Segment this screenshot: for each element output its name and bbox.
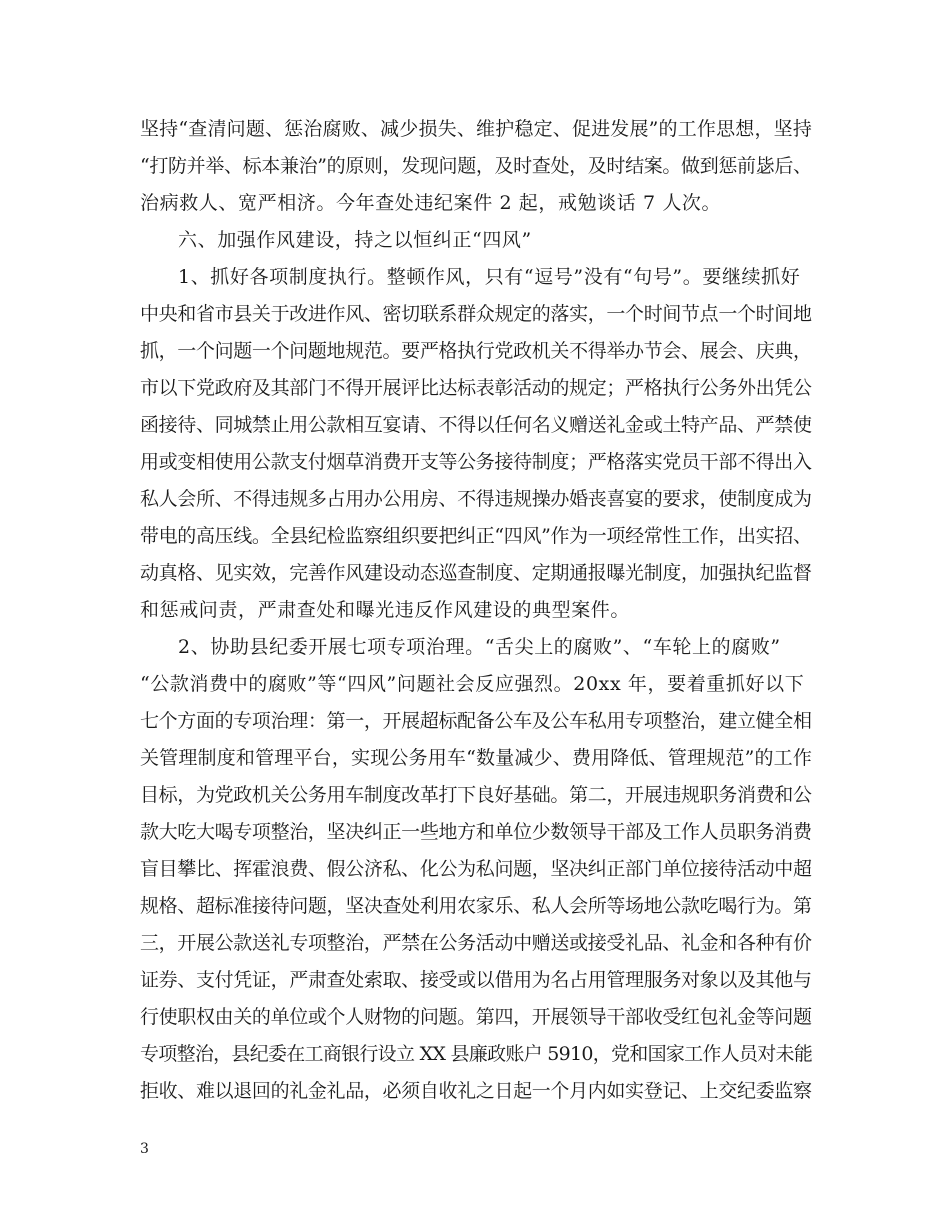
text-line: 1、抓好各项制度执行。整顿作风，只有“逗号”没有“句号”。要继续抓好 — [178, 266, 801, 288]
text-line: 七个方面的专项治理：第一，开展超标配备公车及公车私用专项整治，建立健全相 — [140, 710, 812, 732]
text-line: 盲目攀比、挥霍浪费、假公济私、化公为私问题，坚决纠正部门单位接待活动中超 — [140, 858, 812, 880]
text-line: 私人会所、不得违规多占用办公用房、不得违规操办婚丧喜宴的要求，使制度成为 — [140, 488, 812, 510]
section-heading: 六、加强作风建设，持之以恒纠正“四风” — [178, 229, 532, 251]
text-line: 中央和省市县关于改进作风、密切联系群众规定的落实，一个时间节点一个时间地 — [140, 303, 812, 325]
text-line: 函接待、同城禁止用公款相互宴请、不得以任何名义赠送礼金或土特产品、严禁使 — [140, 414, 812, 436]
text-line: 目标，为党政机关公务用车制度改革打下良好基础。第二，开展违规职务消费和公 — [140, 784, 812, 806]
text-line: “公款消费中的腐败”等“四风”问题社会反应强烈。20xx 年，要着重抓好以下 — [140, 673, 805, 695]
text-line: 坚持“查清问题、惩治腐败、减少损失、维护稳定、促进发展”的工作思想，坚持 — [140, 118, 813, 140]
text-line: 关管理制度和管理平台，实现公务用车“数量减少、费用降低、管理规范”的工作 — [140, 747, 813, 769]
text-line: 治病救人、宽严相济。今年查处违纪案件 2 起，戒勉谈话 7 人次。 — [140, 192, 722, 214]
text-line: 动真格、见实效，完善作风建设动态巡查制度、定期通报曝光制度，加强执纪监督 — [140, 562, 812, 584]
text-line: 行使职权由关的单位或个人财物的问题。第四，开展领导干部收受红包礼金等问题 — [140, 1006, 812, 1028]
text-line: 款大吃大喝专项整治，坚决纠正一些地方和单位少数领导干部及工作人员职务消费 — [140, 821, 812, 843]
text-line: “打防并举、标本兼治”的原则，发现问题，及时查处，及时结案。做到惩前毖后、 — [140, 155, 812, 177]
text-line: 规格、超标准接待问题，坚决查处利用农家乐、私人会所等场地公款吃喝行为。第 — [140, 895, 812, 917]
text-line: 抓，一个问题一个问题地规范。要严格执行党政机关不得举办节会、展会、庆典， — [140, 340, 812, 362]
text-line: 三，开展公款送礼专项整治，严禁在公务活动中赠送或接受礼品、礼金和各种有价 — [140, 932, 812, 954]
text-line: 和惩戒问责，严肃查处和曝光违反作风建设的典型案件。 — [140, 599, 631, 621]
text-line: 专项整治，县纪委在工商银行设立 XX 县廉政账户 5910，党和国家工作人员对未能 — [140, 1043, 813, 1065]
text-line: 拒收、难以退回的礼金礼品，必须自收礼之日起一个月内如实登记、上交纪委监察 — [140, 1080, 812, 1102]
text-line: 2、协助县纪委开展七项专项治理。“舌尖上的腐败”、“车轮上的腐败” — [178, 636, 781, 658]
text-line: 证券、支付凭证，严肃查处索取、接受或以借用为名占用管理服务对象以及其他与 — [140, 969, 812, 991]
text-line: 带电的高压线。全县纪检监察组织要把纠正“四风”作为一项经常性工作，出实招、 — [140, 525, 812, 547]
text-line: 用或变相使用公款支付烟草消费开支等公务接待制度；严格落实党员干部不得出入 — [140, 451, 812, 473]
page-number: 3 — [140, 1141, 149, 1157]
text-line: 市以下党政府及其部门不得开展评比达标表彰活动的规定；严格执行公务外出凭公 — [140, 377, 812, 399]
